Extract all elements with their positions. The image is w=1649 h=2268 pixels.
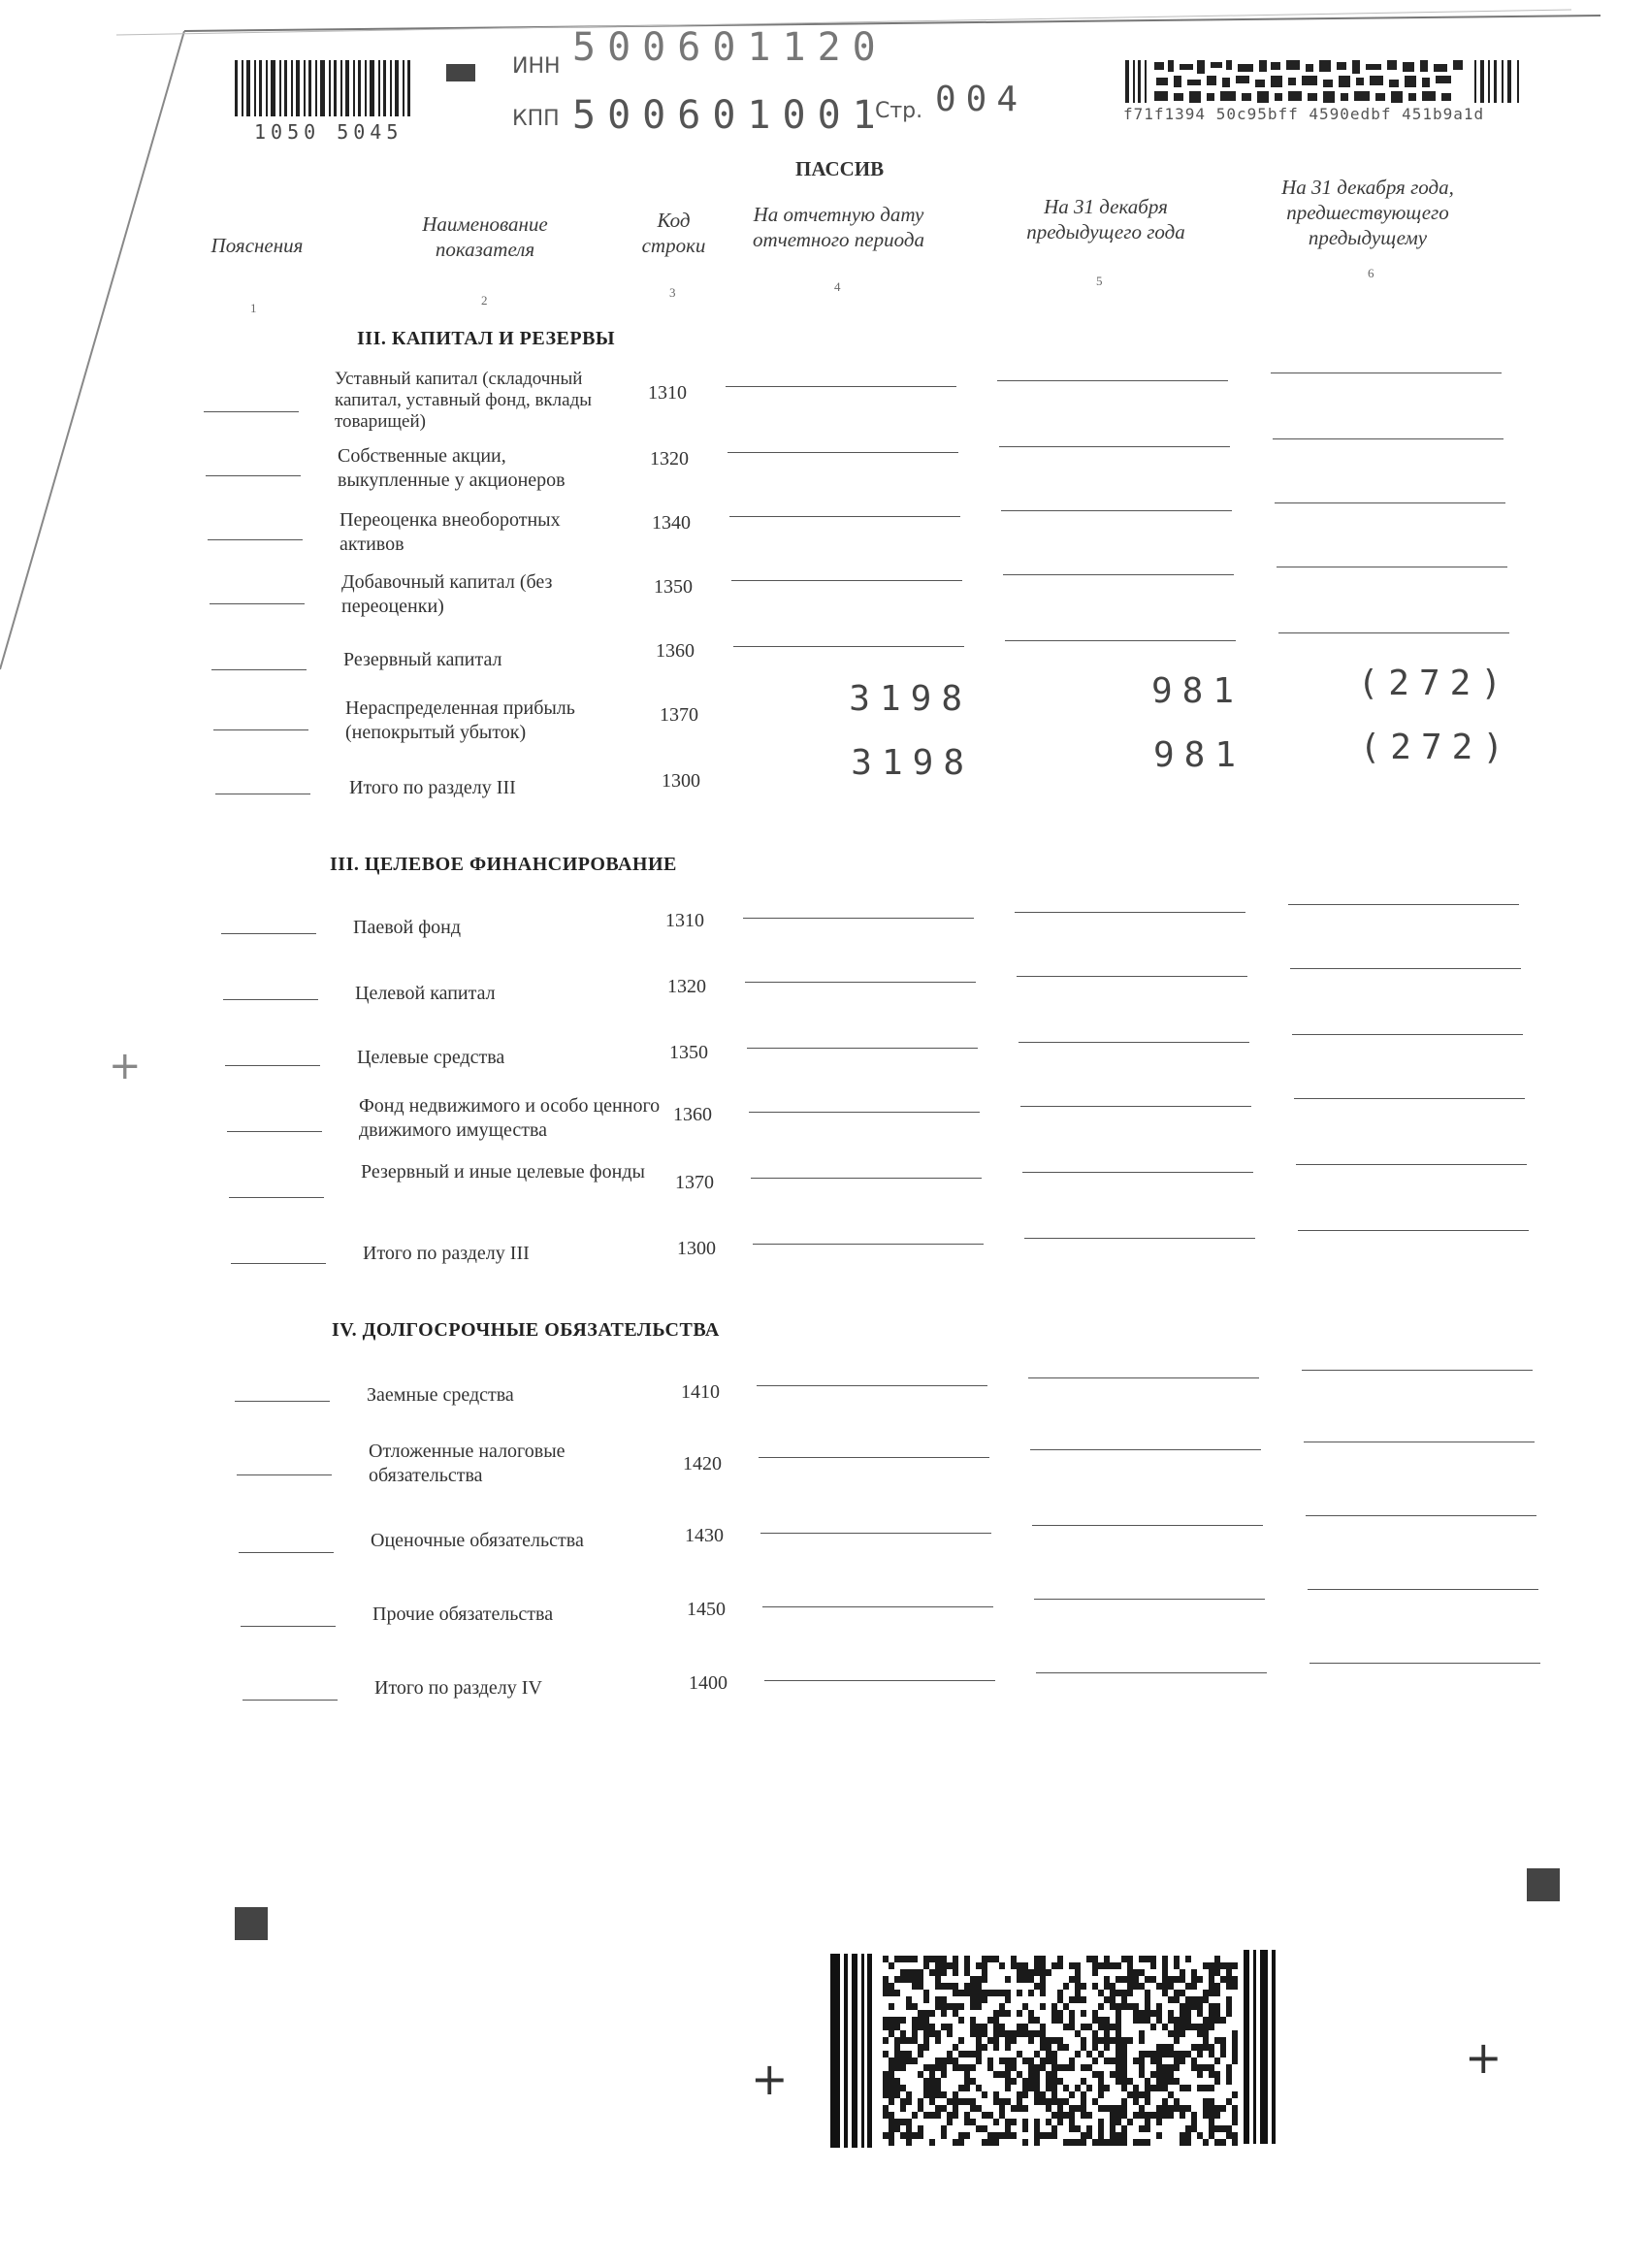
row-label: Фонд недвижимого и особо ценного движимого имущества bbox=[359, 1095, 661, 1141]
marker-square-bottom-left bbox=[235, 1907, 268, 1940]
row-code: 1370 bbox=[660, 704, 698, 726]
col-num-3: 3 bbox=[669, 285, 676, 300]
row-code: 1350 bbox=[669, 1042, 708, 1063]
row-label: Добавочный капитал (без переоценки) bbox=[341, 571, 553, 617]
col-num-5: 5 bbox=[1096, 274, 1103, 288]
row-label: Итого по разделу IV bbox=[374, 1677, 542, 1699]
marker-square-bottom-right bbox=[1527, 1868, 1560, 1901]
hash-text: f71f1394 50c95bff 4590edbf 451b9a1d bbox=[1123, 105, 1485, 123]
row-code: 1450 bbox=[687, 1599, 726, 1620]
row-code: 1400 bbox=[689, 1672, 728, 1694]
row-code: 1370 bbox=[675, 1172, 714, 1193]
row-label: Переоценка внеоборотных активов bbox=[340, 509, 561, 555]
col-num-6: 6 bbox=[1368, 266, 1374, 280]
kpp-value: 500601001 bbox=[572, 93, 888, 138]
row-value-current: 3198 bbox=[851, 743, 974, 783]
row-label: Прочие обязательства bbox=[372, 1604, 554, 1625]
row-label: Итого по разделу III bbox=[349, 777, 516, 798]
row-label: Паевой фонд bbox=[353, 917, 462, 938]
row-label: Заемные средства bbox=[367, 1384, 514, 1406]
registration-cross-bottom-right: + bbox=[1465, 2031, 1503, 2084]
col-header-current: На отчетную дату отчетного периода bbox=[753, 203, 924, 251]
inn-label: ИНН bbox=[512, 54, 561, 79]
page-label: Стр. bbox=[875, 99, 923, 123]
row-code: 1300 bbox=[662, 770, 700, 792]
section-title-long-term-liabilities: IV. ДОЛГОСРОЧНЫЕ ОБЯЗАТЕЛЬСТВА bbox=[332, 1319, 720, 1341]
row-code: 1300 bbox=[677, 1238, 716, 1259]
registration-cross-bottom-left: + bbox=[751, 2053, 789, 2105]
col-header-notes: Пояснения bbox=[210, 234, 304, 257]
row-code: 1410 bbox=[681, 1381, 720, 1403]
row-label: Нераспределенная прибыль (непокрытый убыток) bbox=[345, 697, 575, 743]
section-title-target-financing: III. ЦЕЛЕВОЕ ФИНАНСИРОВАНИЕ bbox=[330, 854, 677, 875]
marker-square-top bbox=[446, 64, 475, 81]
col-num-4: 4 bbox=[834, 279, 841, 294]
col-num-1: 1 bbox=[250, 301, 257, 315]
page-number: 004 bbox=[935, 80, 1028, 119]
row-code: 1340 bbox=[652, 512, 691, 534]
row-label: Уставный капитал (складочный капитал, уставный фонд, вклады товарищей) bbox=[335, 369, 592, 432]
row-label: Итого по разделу III bbox=[363, 1243, 530, 1264]
row-value-prev-year: 981 bbox=[1150, 671, 1244, 711]
row-label: Целевые средства bbox=[357, 1047, 505, 1068]
barcode-left-number: 1050 5045 bbox=[254, 120, 404, 144]
page-title: ПАССИВ bbox=[795, 157, 885, 180]
row-code: 1360 bbox=[656, 640, 695, 662]
col-header-prev-prev-year: На 31 декабря года, предшествующего предыдущему bbox=[1281, 176, 1454, 249]
row-label: Оценочные обязательства bbox=[371, 1530, 584, 1551]
row-code: 1430 bbox=[685, 1525, 724, 1546]
row-value-current: 3198 bbox=[849, 679, 972, 719]
row-code: 1360 bbox=[673, 1104, 712, 1125]
col-header-prev-year: На 31 декабря предыдущего года bbox=[1026, 195, 1185, 243]
row-code: 1420 bbox=[683, 1453, 722, 1474]
row-value-prev-prev-year: (272) bbox=[1359, 728, 1513, 767]
row-code: 1350 bbox=[654, 576, 693, 598]
row-value-prev-prev-year: (272) bbox=[1357, 664, 1511, 703]
col-num-2: 2 bbox=[481, 293, 488, 308]
section-title-capital: III. КАПИТАЛ И РЕЗЕРВЫ bbox=[357, 328, 616, 349]
row-code: 1310 bbox=[648, 382, 687, 404]
col-header-name: Наименование показателя bbox=[422, 212, 548, 261]
row-label: Целевой капитал bbox=[355, 983, 496, 1004]
barcode-left bbox=[233, 60, 417, 116]
row-code: 1320 bbox=[650, 448, 689, 470]
barcode-right bbox=[1125, 60, 1525, 103]
registration-cross-left: + bbox=[109, 1044, 142, 1088]
pdf417-barcode bbox=[830, 1950, 1280, 2150]
inn-value-cut: 500601120 bbox=[572, 25, 888, 70]
row-label: Отложенные налоговые обязательства bbox=[369, 1441, 566, 1486]
row-code: 1310 bbox=[665, 910, 704, 931]
row-value-prev-year: 981 bbox=[1152, 735, 1245, 775]
kpp-label: КПП bbox=[512, 107, 560, 131]
col-header-code: Код строки bbox=[641, 209, 706, 257]
row-label: Резервный и иные целевые фонды bbox=[361, 1161, 645, 1183]
row-label: Резервный капитал bbox=[343, 649, 502, 670]
row-label: Собственные акции, выкупленные у акционеров bbox=[338, 445, 566, 491]
row-code: 1320 bbox=[667, 976, 706, 997]
